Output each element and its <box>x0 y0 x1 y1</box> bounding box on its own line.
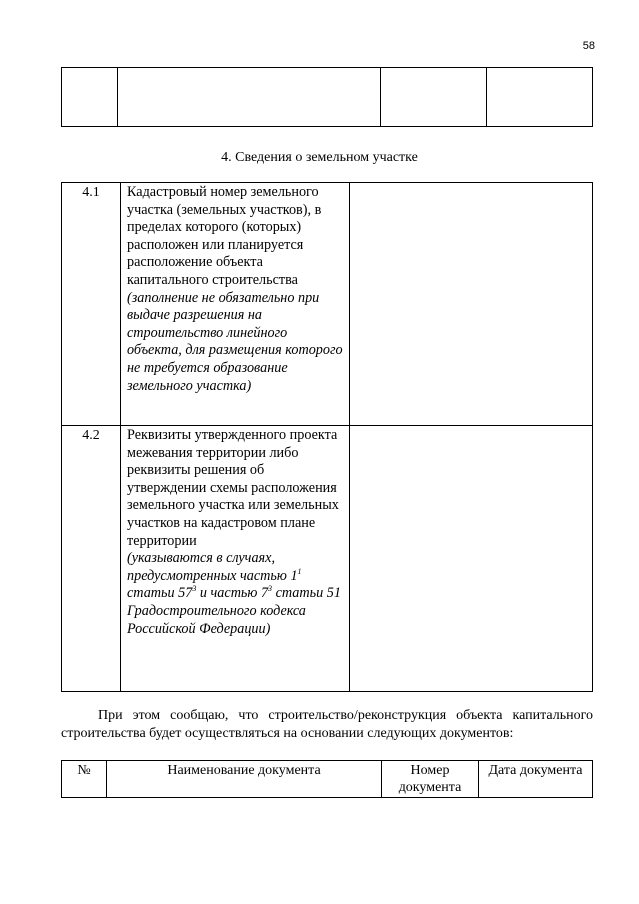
row-description <box>121 426 350 692</box>
column-header-name: Наименование документа <box>107 761 382 798</box>
table-header-row <box>62 761 593 798</box>
note-part: (указываются в случаях, предусмотренных частью 1 <box>127 550 298 584</box>
section-title: 4. Сведения о земельном участке <box>221 150 418 165</box>
note-part: и частью 7 <box>196 585 269 602</box>
row-description <box>121 183 350 426</box>
table-cell <box>381 68 487 127</box>
table-row <box>62 183 593 426</box>
row-number: 4.2 <box>62 426 121 692</box>
note-superscript: 3 <box>192 584 197 594</box>
note-part: статьи 51 Градостроительного кодекса Российской Федерации) <box>127 585 341 637</box>
row-note-text: (заполнение не обязательно при выдаче разрешения на строительство линейного объекта, для размещения которого не требуется образование земельного участка) <box>127 289 343 394</box>
table-cell <box>118 68 381 127</box>
land-plot-table <box>61 182 593 692</box>
column-header-number: № <box>62 761 107 798</box>
note-superscript: 3 <box>268 584 273 594</box>
note-part: статьи 57 <box>127 585 193 602</box>
intro-paragraph: При этом сообщаю, что строительство/реконструкция объекта капитального строительства будет осуществляться на основании следующих документов: <box>61 708 593 741</box>
row-value-cell <box>350 426 593 692</box>
row-note-text <box>127 550 343 638</box>
row-value-cell <box>350 183 593 426</box>
page-number: 58 <box>582 40 595 52</box>
table-cell <box>487 68 593 127</box>
table-cell <box>62 68 118 127</box>
table-row <box>62 68 593 127</box>
table-row <box>62 426 593 692</box>
row-main-text: Реквизиты утвержденного проекта межевания территории либо реквизиты решения об утверждении схемы расположения земельного участка или земельных участков на кадастровом плане территории <box>127 427 339 549</box>
column-header-date: Дата документа <box>479 761 593 798</box>
documents-table <box>61 760 593 798</box>
row-main-text: Кадастровый номер земельного участка (земельных участков), в пределах которого (которых) расположен или планируется расположение объекта капитального строительства <box>127 184 322 288</box>
note-superscript: 1 <box>297 566 302 576</box>
row-number: 4.1 <box>62 183 121 426</box>
previous-table-remainder <box>61 67 593 127</box>
column-header-doc-number: Номер документа <box>382 761 479 798</box>
